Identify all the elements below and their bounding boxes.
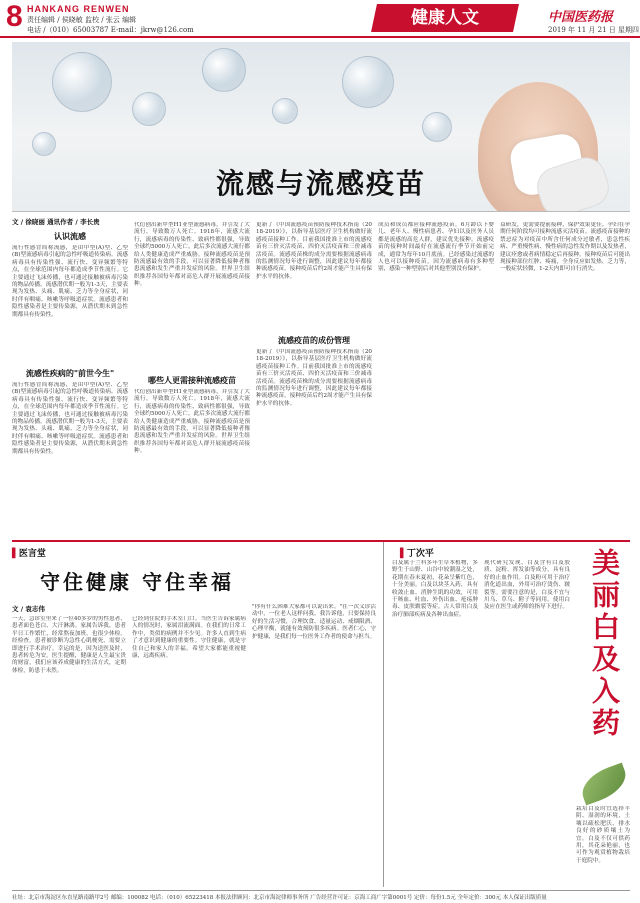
article-text: "你有什么困难大家都可以说出来。"在一次义诊活动中，一位老人这样问我。我告诉他，只要保持良好的生活习惯，合理饮食、适量运动、戒烟限酒、心理平衡，就能有效预防很多疾病。医者仁心，守护健康，是我们每一位医务工作者的使命与担当。 [252,604,376,640]
virus-bubble [202,48,246,92]
page-number: 8 [6,0,23,33]
footer-info: 社址：北京市海淀区东直星路南路甲2号 邮编：100082 电话：（010）65223418 本报法律顾问：北京市海淀律师事务所 广告经营许可证：京海工商广字第0001号 定价：每份1.5元 全年定价：300元 本人保证出版质量 [12,890,630,901]
article-text: 现代研究发现，白及含有白及胶质、淀粉、挥发油等成分，具有良好的止血作用。白及粉可用于治疗消化道出血，外用可治疗烫伤、皲裂等。需要注意的是，白及不宜与川乌、草乌、附子等同用。使用白及应在医生或药师的指导下进行。 [484,560,570,611]
subhead: 流感性疾病的"前世今生" [25,369,115,378]
article3-vertical-title: 美丽白及入药 [588,548,621,740]
article-text: 流行性感冒简称流感，是由甲型(A)型、乙型(B)型流感病毒引起的急性呼吸道传染病。流感病毒具有传染性强、流行快、变异频繁等特点，在全球范围内每年都造成季节性流行。它主要通过飞沫传播，也可通过接触被病毒污染的物品传播。流感潜伏期一般为1-3天，主要表现为发热、头痛、肌痛、乏力等全身症状，同时伴有咽痛、咳嗽等呼吸道症状。流感患者和隐性感染者是主要传染源，从潜伏期末到急性期都具有传染性。 [12,382,128,455]
article-text: 益研发，更需要提前接种，保护效果更佳。孕妇在孕期任何阶段均可接种流感灭活疫苗。流感疫苗接种的禁忌症为对疫苗中所含任何成分过敏者，患急性疾病、严重慢性病、慢性病的急性发作期以及发热者，建议痊愈或者病情稳定后再接种。接种疫苗后可能出现接种部位红肿、疼痛，全身反应如发热、乏力等，一般症状轻微，1-2天内即可自行消失。 [500,222,630,273]
article1-column-3 [256,222,372,534]
column-label: ▌医言堂 [12,549,46,559]
article-text: 已经到住院的手术室门口。当医生告诉家属病人的情况时，家属泪流满面。在我们的日常工作中，类似的病例并不少见。许多人直到生病了才意识到健康的重要性。守住健康，就是守住自己和家人的幸福。希望大家都能重视健康，远离疾病。 [132,616,246,660]
virus-bubble [52,52,112,112]
hero-image [12,42,630,212]
virus-bubble [422,112,452,142]
article-text: 白及属于兰科多年生草本植物，多野生于山野、山谷中较潮湿之处，花期在春末夏初，花朵呈紫红色，十分美丽。白及以块茎入药，具有收敛止血、消肿生肌的功效，可用于咳血、吐血、外伤出血、疮疡肿毒、皮肤皲裂等症。古人常用白及治疗肺部疾病及各种出血症。 [392,560,478,618]
article-text: 更新了《中国流感疫苗预防接种技术指南（2018-2019）》，以指导基层医疗卫生机构做好流感疫苗接种工作。目前我国批准上市的流感疫苗有三价灭活疫苗、四价灭活疫苗和三价减毒活疫苗。流感疫苗株的成分需要根据流感病毒的监测情况每年进行调整，因此建议每年都接种流感疫苗。接种疫苗后约2周才能产生具有保护水平的抗体。 [256,349,372,407]
article-text: 栽培白及时宜选择半阴、湿润的环境，土壤以疏松肥沃、排水良好的砂质壤土为宜。白及不仅可供药用，其花朵艳丽，也可作为观赏植物栽培于庭院中。 [576,806,630,864]
article2-headline: 守住健康 守住幸福 [40,570,234,594]
subhead: 认识流感 [54,232,86,241]
article1-column-1 [12,228,128,534]
subhead: 哪些人更需接种流感疫苗 [148,376,236,385]
masthead [0,0,640,38]
main-headline: 流感与流感疫苗 [215,167,426,200]
article1-byline: 文 / 徐晓丽 通讯作者 / 李长贵 [12,218,100,226]
section-title: 健康人文 [371,4,519,32]
article1-column-4 [378,222,494,534]
article2-byline: 文 / 袁志伟 [12,605,45,613]
contact-line: 电话 /（010）65003787 E-mail：jkrw@126.com [27,26,194,34]
virus-bubble [132,92,166,126]
subhead: 流感疫苗的成份管理 [278,336,350,345]
virus-bubble [272,98,298,124]
article-text: 代衍创出新甲型H1亚型流感病毒，并引发了大流行，导致数万人死亡。1918年，流感大流行，流感病毒的传染性、致病性都很强，导致全球约5000万人死亡。此后多次流感大流行都给人类健康造成严重威胁。接种流感疫苗是预防流感最有效的手段，可以显著降低接种者罹患流感和发生严重并发症的风险。世界卫生组织推荐各国每年都对高危人群开展流感疫苗接种。 [134,389,250,455]
virus-bubble [342,56,394,108]
article-text: 一天，急诊室里来了一位40多岁的男性患者，患者面色苍白、大汗淋漓。家属告诉我，患者平日工作繁忙，经常熬夜加班，也很少体检。经检查，患者被诊断为急性心肌梗死，需要立即进行手术治疗。幸运的是，因为送医及时，患者转危为安。医生提醒，健康是人生最宝贵的财富，我们应该养成健康的生活方式，定期体检，防患于未然。 [12,616,126,674]
article-text: 成员和成员都应接种流感疫苗。6月龄以下婴儿、老年人、慢性病患者、孕妇以及医务人员都是流感的高危人群，建议优先接种。流感疫苗的接种时间最好在流感流行季节开始前完成，通常为每年10月底前。已经感染过流感的人也可以接种疫苗，因为流感病毒有多种型别，感染一种型别后对其他型别没有保护。 [378,222,494,273]
article-text: 更新了《中国流感疫苗预防接种技术指南（2018-2019）》，以指导基层医疗卫生机构做好流感疫苗接种工作。目前我国批准上市的流感疫苗有三价灭活疫苗、四价灭活疫苗和三价减毒活疫苗。流感疫苗株的成分需要根据流感病毒的监测情况每年进行调整，因此建议每年都接种流感疫苗。接种疫苗后约2周才能产生具有保护水平的抗体。 [256,222,372,280]
page-section-en: HANKANG RENWEN [27,4,130,14]
article-text: 流行性感冒简称流感，是由甲型(A)型、乙型(B)型流感病毒引起的急性呼吸道传染病。流感病毒具有传染性强、流行快、变异频繁等特点，在全球范围内每年都造成季节性流行。它主要通过飞沫传播，也可通过接触被病毒污染的物品传播。流感潜伏期一般为1-3天，主要表现为发热、头痛、肌痛、乏力等全身症状，同时伴有咽痛、咳嗽等呼吸道症状。流感患者和隐性感染者是主要传染源，从潜伏期末到急性期都具有传染性。 [12,245,128,318]
article1-column-5 [500,222,630,534]
newspaper-logo: 中国医药报 [548,10,614,25]
editor-line: 责任编辑 / 侯晓敏 监校 / 张云 编辑 [27,16,137,24]
column-divider [383,542,384,887]
article1-column-2 [134,222,250,534]
section-divider [12,540,630,542]
virus-bubble [32,132,56,156]
article-text: 代衍创出新甲型H1亚型流感病毒，并引发了大流行，导致数万人死亡。1918年，流感大流行，流感病毒的传染性、致病性都很强，导致全球约5000万人死亡。此后多次流感大流行都给人类健康造成严重威胁。接种流感疫苗是预防流感最有效的手段，可以显著降低接种者罹患流感和发生严重并发症的风险。世界卫生组织推荐各国每年都对高危人群开展流感疫苗接种。 [134,222,250,288]
issue-date: 2019 年 11 月 21 日 星期四 [548,26,639,34]
author-label: ▌丁次平 [400,549,434,559]
leaf-illustration [577,763,632,806]
